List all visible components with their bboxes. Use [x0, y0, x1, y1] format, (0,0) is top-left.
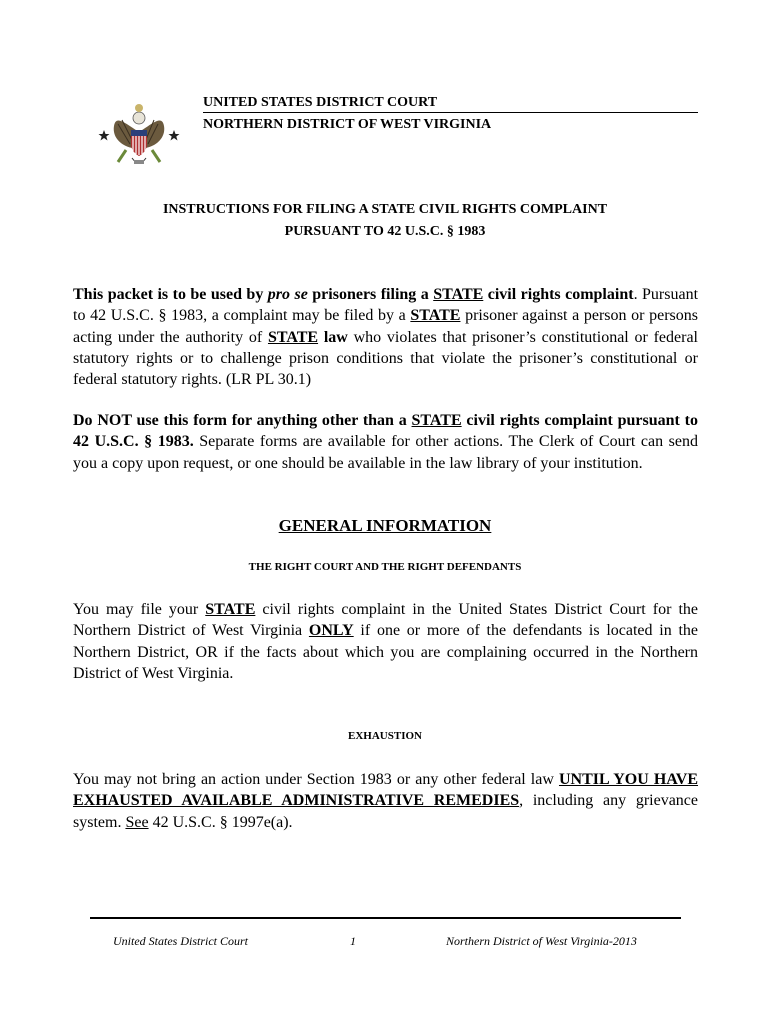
right-court-subheading: THE RIGHT COURT AND THE RIGHT DEFENDANTS [248, 561, 522, 573]
p1-pro-se: pro se [267, 286, 308, 303]
intro-paragraph-1 [73, 284, 698, 390]
exhaustion-subheading: EXHAUSTION [348, 730, 422, 742]
p1-text-c: prisoners filing a [307, 286, 434, 303]
p4-emphasis: UNTIL YOU HAVE EXHAUSTED AVAILABLE ADMINISTRATIVE REMEDIES [73, 771, 699, 810]
great-seal-icon [96, 104, 182, 172]
page-number: 1 [350, 934, 356, 948]
p3-text-e: if one or more of the defendants is located in the Northern District, OR if the facts about which you are complaining occurred in the Northern District of West Virginia. [73, 622, 698, 682]
p2-text-a: Do NOT use this form for anything other than a [73, 412, 412, 429]
p3-text-c: civil rights complaint in the United States District Court for the Northern District of West Virginia [73, 601, 698, 640]
p4-see: See [125, 813, 149, 831]
p1-text-a: This packet is to be used by [73, 286, 268, 303]
p1-state-3: STATE [267, 328, 319, 346]
document-title-line2: PURSUANT TO 42 U.S.C. § 1983 [284, 224, 486, 239]
header-rule [203, 112, 698, 113]
p1-state-1: STATE [433, 286, 484, 303]
p2-text-d: Separate forms are available for other actions. The Clerk of Court can send you a copy upon request, or one should be available in the law library of your institution. [73, 433, 698, 472]
intro-paragraph-2 [73, 410, 698, 474]
general-information-heading: GENERAL INFORMATION [278, 516, 492, 535]
exhaustion-paragraph [73, 769, 698, 833]
p1-text-f: . Pursuant to 42 U.S.C. § 1983, a complaint may be filed by a [73, 286, 699, 325]
court-name-line1: UNITED STATES DISTRICT COURT [203, 95, 438, 110]
p3-only: ONLY [308, 622, 354, 640]
p3-text-a: You may file your [73, 601, 206, 618]
right-court-paragraph [73, 599, 698, 684]
p4-text-c: , including any grievance system. [73, 792, 698, 831]
footer-left-text: United States District Court [113, 934, 248, 948]
p3-state: STATE [205, 601, 256, 618]
court-name-line2: NORTHERN DISTRICT OF WEST VIRGINIA [203, 117, 492, 132]
p2-text-c: civil rights complaint pursuant to 42 U.S.C. § 1983. [73, 412, 698, 451]
p1-text-e: civil rights complaint [483, 286, 634, 303]
p4-text-e: 42 U.S.C. § 1997e(a). [148, 813, 293, 831]
p2-state: STATE [411, 412, 462, 429]
p4-text-a: You may not bring an action under Section 1983 or any other federal law [73, 771, 559, 788]
p1-state-2: STATE [410, 307, 461, 325]
footer-rule [90, 917, 681, 919]
p1-law: law [318, 328, 348, 346]
footer-right-text: Northern District of West Virginia-2013 [446, 934, 637, 948]
document-title-line1: INSTRUCTIONS FOR FILING A STATE CIVIL RIGHTS COMPLAINT [162, 202, 608, 217]
p1-text-k: who violates that prisoner’s constitutional or federal statutory rights or to challenge prison conditions that violate the prisoner’s constitutional or federal statutory rights. (LR PL 30.1) [73, 328, 698, 389]
p1-text-h: prisoner against a person or persons acting under the authority of [73, 307, 699, 346]
